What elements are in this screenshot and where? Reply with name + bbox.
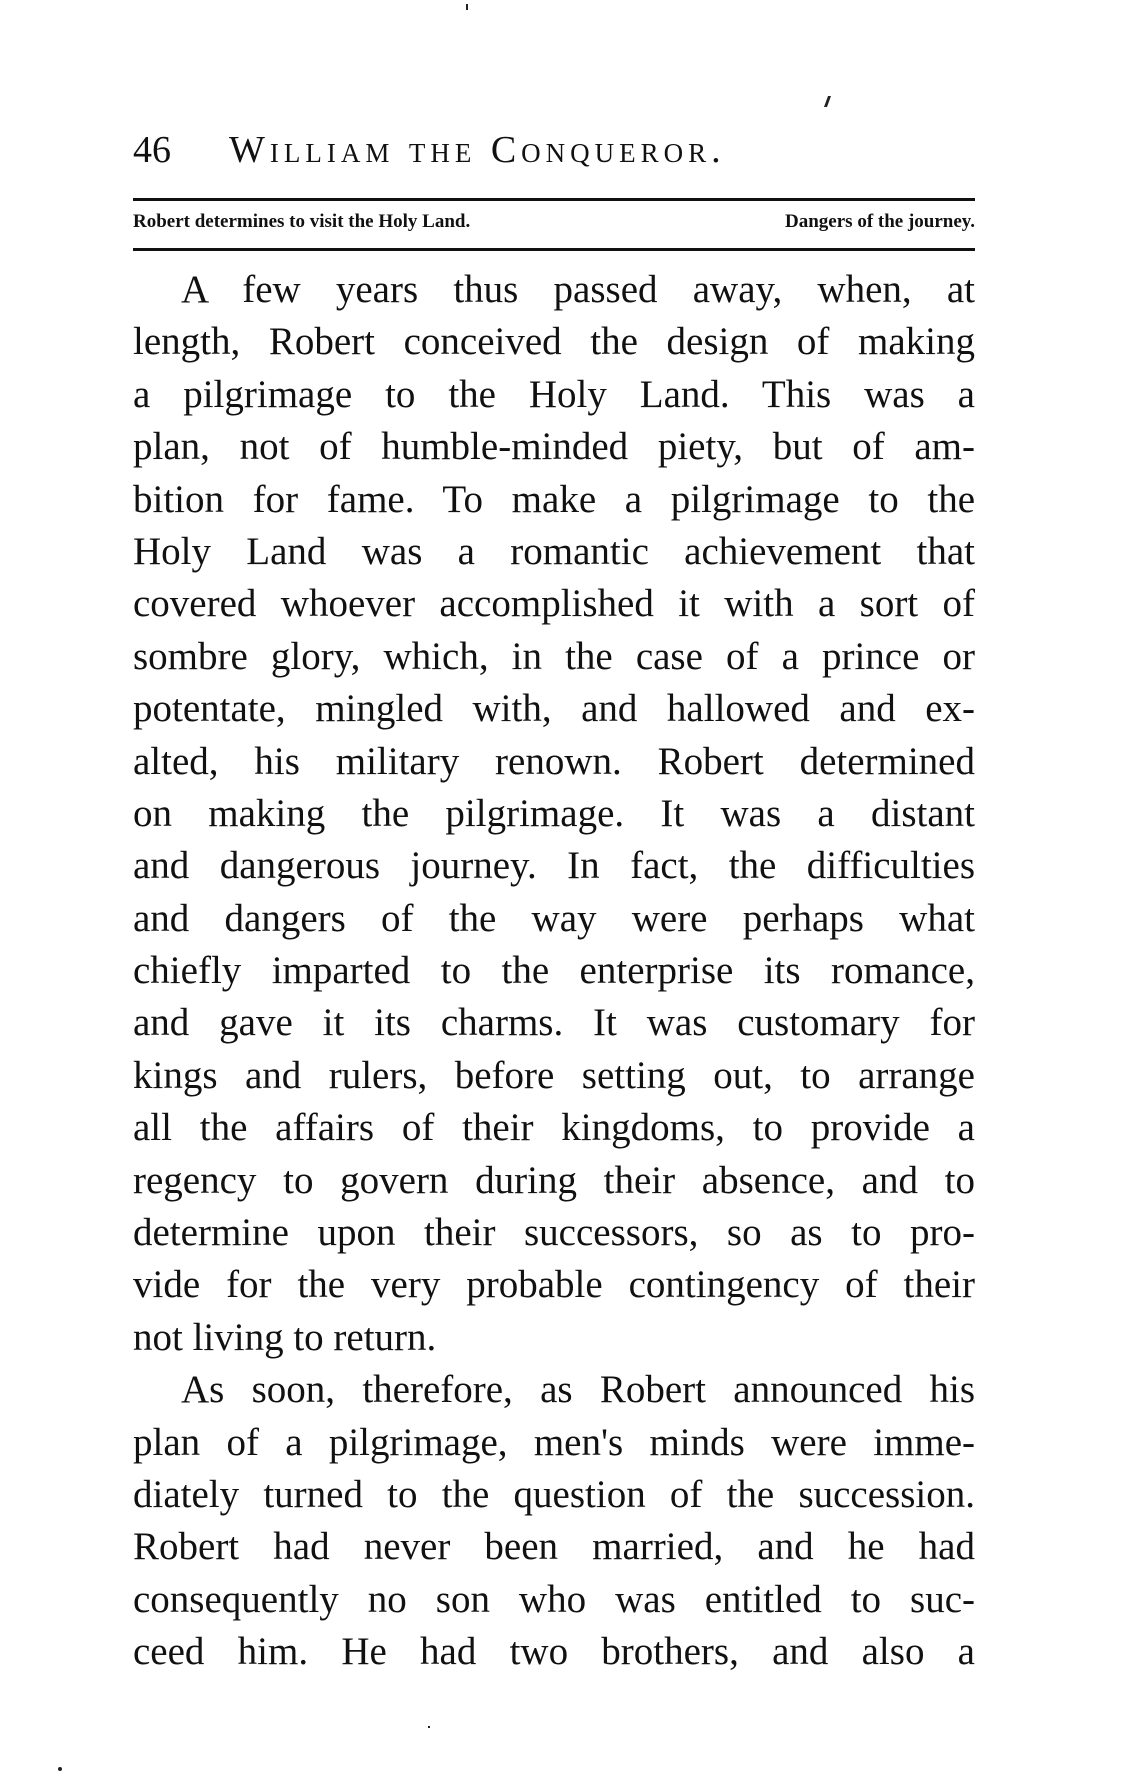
text-line: alted, his military renown. Robert determined <box>133 739 975 783</box>
body-text <box>133 264 975 1679</box>
sidenotes <box>133 211 975 233</box>
text-line: and gave it its charms. It was customary for <box>133 1001 975 1045</box>
text-line: A few years thus passed away, when, at <box>181 268 975 311</box>
text-line: consequently no son who was entitled to suc- <box>133 1577 975 1621</box>
text-line: Robert had never been married, and he had <box>133 1525 975 1569</box>
text-line: a pilgrimage to the Holy Land. This was a <box>133 372 975 416</box>
scan-speck <box>824 96 831 107</box>
page-number: 46 <box>133 129 171 171</box>
text-line: all the affairs of their kingdoms, to provide a <box>133 1106 975 1150</box>
text-line: and dangers of the way were perhaps what <box>133 896 975 940</box>
text-line: kings and rulers, before setting out, to arrange <box>133 1053 975 1097</box>
text-line: plan of a pilgrimage, men's minds were imme- <box>133 1420 975 1464</box>
text-line: length, Robert conceived the design of making <box>133 320 975 364</box>
header-rule-top <box>133 198 975 201</box>
text-line: ceed him. He had two brothers, and also a <box>133 1630 975 1674</box>
text-line: determine upon their successors, so as to pro- <box>133 1211 975 1255</box>
text-line: As soon, therefore, as Robert announced his <box>181 1368 975 1412</box>
scan-speck <box>58 1767 62 1771</box>
text-line: potentate, mingled with, and hallowed and ex- <box>133 687 975 731</box>
running-header <box>133 128 975 178</box>
paragraph <box>133 1364 975 1678</box>
text-line: bition for fame. To make a pilgrimage to the <box>133 477 975 521</box>
text-line: not living to return. <box>133 1315 437 1359</box>
paragraph <box>133 264 975 1364</box>
scan-speck <box>466 4 468 10</box>
text-line: covered whoever accomplished it with a sort of <box>133 582 975 626</box>
header-rule-bottom <box>133 248 975 251</box>
sidenote-left: Robert determines to visit the Holy Land. <box>133 211 471 232</box>
text-line: Holy Land was a romantic achievement that <box>133 529 975 573</box>
text-line: and dangerous journey. In fact, the difficulties <box>133 844 975 888</box>
text-line: vide for the very probable contingency of their <box>133 1263 975 1307</box>
text-line: sombre glory, which, in the case of a prince or <box>133 634 975 678</box>
text-line: on making the pilgrimage. It was a distant <box>133 791 975 835</box>
text-line: chiefly imparted to the enterprise its romance, <box>133 949 975 993</box>
text-line: plan, not of humble-minded piety, but of am- <box>133 425 975 469</box>
running-title: William the Conqueror. <box>229 129 726 171</box>
text-line: diately turned to the question of the succession. <box>133 1472 975 1516</box>
scan-speck <box>428 1726 430 1728</box>
sidenote-right: Dangers of the journey. <box>785 211 975 232</box>
text-line: regency to govern during their absence, and to <box>133 1158 975 1202</box>
